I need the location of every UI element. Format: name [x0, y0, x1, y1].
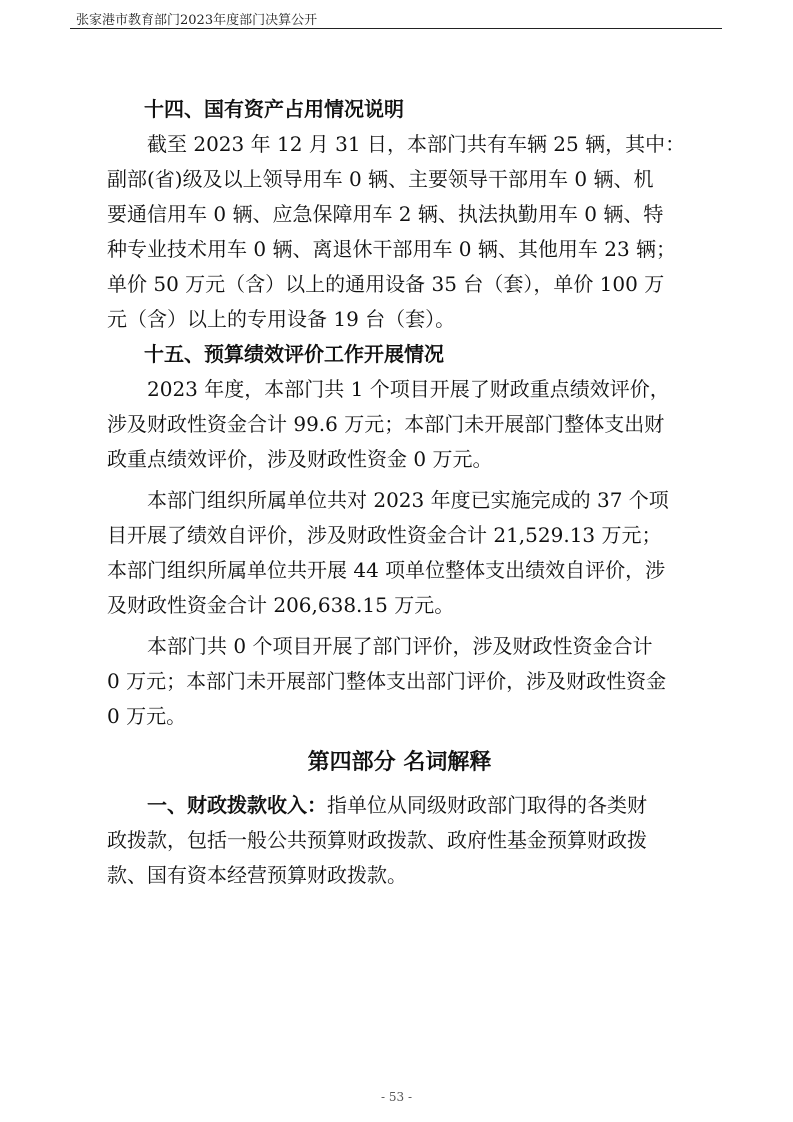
text-line: 及财政性资金合计 206,638.15 万元。 — [107, 593, 455, 617]
text-line: 种专业技术用车 0 辆、离退休干部用车 0 辆、其他用车 23 辆； — [107, 237, 677, 261]
text-line: 0 万元；本部门未开展部门整体支出部门评价，涉及财政性资金 — [107, 669, 667, 693]
text-line: 要通信用车 0 辆、应急保障用车 2 辆、执法执勤用车 0 辆、特 — [107, 202, 664, 226]
text-line: 本部门组织所属单位共开展 44 项单位整体支出绩效自评价，涉 — [107, 558, 666, 582]
header-divider — [70, 28, 722, 29]
text-line: 政拨款，包括一般公共预算财政拨款、政府性基金预算财政拨 — [107, 828, 647, 852]
part-4-title: 第四部分 名词解释 — [307, 749, 492, 775]
section-15-paragraph-2 — [107, 483, 692, 623]
section-14-paragraph — [107, 127, 692, 337]
text-line: 本部门共 0 个项目开展了部门评价，涉及财政性资金合计 — [147, 634, 653, 658]
section-15-paragraph-1 — [107, 372, 692, 477]
section-15-heading: 十五、预算绩效评价工作开展情况 — [144, 342, 444, 366]
page-body — [107, 92, 692, 893]
text-line: 元（含）以上的专用设备 19 台（套）。 — [107, 307, 456, 331]
definition-fiscal-appropriation-income — [107, 788, 692, 893]
text-line: 截至 2023 年 12 月 31 日，本部门共有车辆 25 辆，其中： — [147, 132, 686, 156]
running-header: 张家港市教育部门2023年度部门决算公开 — [76, 13, 318, 28]
page-number: - 53 - — [380, 1090, 412, 1104]
text-line: 副部(省)级及以上领导用车 0 辆、主要领导干部用车 0 辆、机 — [107, 167, 654, 191]
text-line: 单价 50 万元（含）以上的通用设备 35 台（套），单价 100 万 — [107, 272, 665, 296]
text-line: 款、国有资本经营预算财政拨款。 — [107, 863, 407, 887]
text-line: 政重点绩效评价，涉及财政性资金 0 万元。 — [107, 447, 493, 471]
text-line: 0 万元。 — [107, 704, 187, 728]
text-line: 目开展了绩效自评价，涉及财政性资金合计 21,529.13 万元； — [107, 523, 662, 547]
text-line: 本部门组织所属单位共对 2023 年度已实施完成的 37 个项 — [147, 488, 669, 512]
section-15-paragraph-3 — [107, 629, 692, 734]
definition-term: 一、财政拨款收入： — [147, 793, 327, 817]
section-14-heading: 十四、国有资产占用情况说明 — [144, 97, 404, 121]
text-line: 涉及财政性资金合计 99.6 万元；本部门未开展部门整体支出财 — [107, 412, 665, 436]
definition-text: 指单位从同级财政部门取得的各类财 — [327, 793, 647, 817]
text-line — [107, 788, 692, 823]
text-line: 2023 年度，本部门共 1 个项目开展了财政重点绩效评价， — [147, 377, 670, 401]
